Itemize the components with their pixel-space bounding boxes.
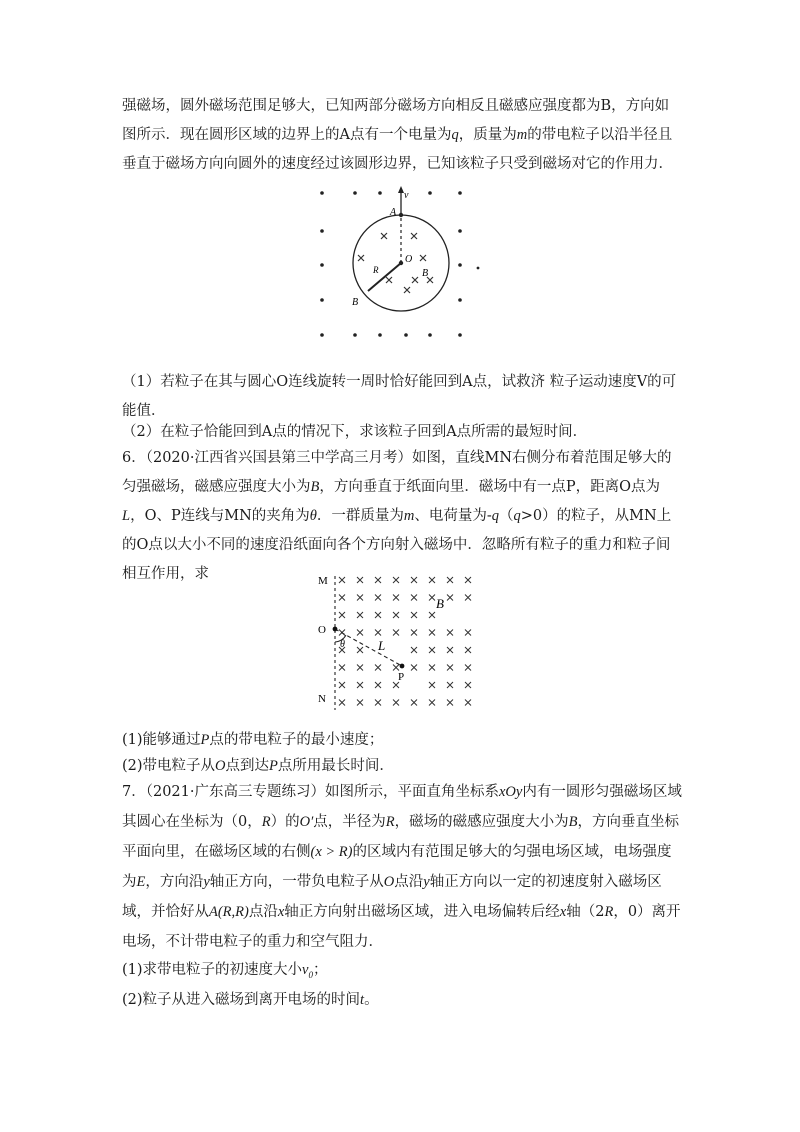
label-r: R [373, 265, 379, 275]
field-cross [357, 700, 363, 706]
field-cross [393, 577, 399, 583]
field-cross [429, 577, 435, 583]
problem7-sub2 [122, 986, 682, 1015]
field-cross [465, 647, 471, 653]
label-o: O [318, 624, 326, 636]
var-r: R [604, 904, 614, 920]
field-cross [411, 577, 417, 583]
text: 点的带电粒子的最小速度； [209, 732, 384, 748]
problem7-stem [122, 777, 682, 957]
text: ．一群质量为 [316, 508, 404, 524]
label-theta: θ [340, 639, 345, 650]
field-cross [339, 612, 345, 618]
field-cross [357, 665, 363, 671]
field-cross [447, 595, 453, 601]
text: 点到达 [225, 758, 270, 774]
var-p: P [269, 758, 278, 774]
label-b: B [436, 596, 444, 611]
field-cross [429, 665, 435, 671]
field-cross [339, 595, 345, 601]
text: （1）若粒子在其与圆心O连线旋转一周时恰好能回到A点，试救济 粒子运动速度V的可能值． [122, 374, 677, 419]
var-y: y [203, 874, 210, 890]
var-o: O [215, 758, 226, 774]
field-cross [429, 700, 435, 706]
label-l: L [378, 638, 386, 653]
problem5-sub2 [122, 418, 682, 447]
point-o [333, 627, 338, 632]
text: 点所用最长时间． [277, 758, 394, 774]
field-cross [375, 595, 381, 601]
point-a [399, 213, 403, 217]
text: 轴（2 [566, 904, 605, 920]
field-cross [375, 682, 381, 688]
field-cross [429, 630, 435, 636]
text: 的带电粒子以沿半径且垂直于磁场方向向圆外的速度经过该圆形边界，已知该粒子只受到磁场对它的作用力． [122, 127, 673, 172]
text: （ [499, 508, 514, 524]
var-q: q [513, 508, 521, 524]
field-cross [411, 665, 417, 671]
field-cross [429, 682, 435, 688]
field-cross [411, 595, 417, 601]
field-cross [393, 612, 399, 618]
field-cross [411, 612, 417, 618]
field-cross [357, 630, 363, 636]
var-t: t [360, 992, 365, 1008]
var-point-a: A(R,R) [209, 904, 249, 920]
text: 轴正方向，一带负电粒子从 [209, 874, 384, 890]
field-cross [375, 577, 381, 583]
field-cross [447, 577, 453, 583]
problem5-intro [122, 92, 682, 179]
field-cross [465, 700, 471, 706]
text: 强磁场，圆外磁场范围足够大，已知两部分磁场方向相反且磁感应强度都为B，方向如图所示．现在圆形区域的边界上的A点有一个电量为 [122, 98, 670, 143]
label-a: A [390, 207, 397, 218]
var-r: R [385, 814, 395, 830]
text: 、电荷量为- [414, 508, 492, 524]
field-cross [429, 595, 435, 601]
text: ，O、P连线与MN的夹角为 [130, 508, 310, 524]
field-cross [375, 630, 381, 636]
field-cross [393, 665, 399, 671]
text: 6．（2020·江西省兴国县第三中学高三月考）如图，直线MN右侧分布着范围足够大的匀强磁场，磁感应强度大小为 [122, 450, 672, 495]
field-cross [357, 682, 363, 688]
label-n: N [318, 693, 326, 705]
field-cross [465, 665, 471, 671]
text: 内有一圆形匀强磁场区域其圆心在坐标为（0， [122, 784, 682, 830]
var-o-prime: O′ [299, 814, 314, 830]
field-cross [339, 682, 345, 688]
field-cross [429, 612, 435, 618]
var-r: R [261, 814, 271, 830]
point-p [400, 664, 405, 669]
var-theta: θ [309, 508, 317, 524]
field-cross [465, 595, 471, 601]
var-condition: (x > R) [310, 844, 353, 860]
var-xoy: xOy [498, 784, 523, 800]
field-cross [357, 577, 363, 583]
field-cross [375, 700, 381, 706]
problem7-sub1 [122, 956, 682, 990]
var-y: y [423, 874, 430, 890]
text: 点沿 [248, 904, 278, 920]
text: 7．（2021·广东高三专题练习）如图所示，平面直角坐标系 [122, 784, 499, 800]
label-v: v [404, 190, 409, 201]
label-b-inner: B [422, 268, 429, 279]
text: ，磁场的磁感应强度大小为 [394, 814, 569, 830]
var-l: L [122, 508, 131, 524]
field-cross [357, 612, 363, 618]
text: >0）的粒子，从MN上的O点以大小不同的速度沿纸面向各个方向射入磁场中．忽略所有粒子的重力和粒子间相互作用，求 [122, 508, 672, 582]
var-o: O [383, 874, 395, 890]
label-m: M [318, 575, 328, 587]
text: ）的 [270, 814, 300, 830]
field-cross [393, 700, 399, 706]
field-cross [447, 630, 453, 636]
label-p: P [398, 671, 405, 683]
field-cross [357, 647, 363, 653]
field-cross [375, 665, 381, 671]
center-point [399, 261, 403, 265]
field-cross [447, 665, 453, 671]
text: (2)粒子从进入磁场到离开电场的时间 [122, 992, 361, 1008]
text: 轴正方向射出磁场区域，进入电场偏转后经 [284, 904, 560, 920]
field-cross [339, 577, 345, 583]
text: ，质量为 [458, 127, 517, 143]
text: 点沿 [394, 874, 424, 890]
var-m: m [516, 127, 528, 143]
text: （2）在粒子恰能回到A点的情况下，求该粒子回到A点所需的最短时间． [122, 424, 588, 440]
text: (2)带电粒子从 [122, 758, 216, 774]
field-cross [393, 595, 399, 601]
field-cross [339, 665, 345, 671]
text: 轴正方向以一定的初速度射入磁场区域，并恰好从 [122, 874, 662, 920]
field-cross [447, 647, 453, 653]
text: (1)求带电粒子的初速度大小 [122, 962, 303, 978]
field-cross [411, 700, 417, 706]
var-x: x [277, 904, 285, 920]
label-b-outer: B [352, 297, 359, 308]
var-e: E [136, 874, 146, 890]
field-cross [411, 647, 417, 653]
var-v: v [302, 962, 309, 978]
text: 的区域内有范围足够大的匀强电场区域，电场强度为 [122, 844, 672, 890]
field-cross [393, 630, 399, 636]
text: (1)能够通过 [122, 732, 201, 748]
text: ，方向垂直坐标平面向里，在磁场区域的右侧 [122, 814, 679, 860]
label-o: O [405, 254, 413, 265]
field-cross [411, 630, 417, 636]
text: ，方向沿 [145, 874, 204, 890]
var-m: m [403, 508, 415, 524]
text: ，0）离开电场，不计带电粒子的重力和空气阻力． [122, 904, 681, 950]
var-p: P [200, 732, 210, 748]
var-q: q [451, 127, 459, 143]
var-x: x [559, 904, 567, 920]
text: 点，半径为 [313, 814, 386, 830]
field-cross [465, 577, 471, 583]
field-cross [465, 682, 471, 688]
field-cross [339, 700, 345, 706]
field-cross [465, 630, 471, 636]
var-b: B [568, 814, 578, 830]
field-cross [447, 700, 453, 706]
text: 。 [364, 992, 379, 1008]
field-cross [357, 595, 363, 601]
var-b: B [310, 479, 320, 495]
problem6-sub1 [122, 726, 682, 755]
text: ，方向垂直于纸面向里．磁场中有一点P，距离O点为 [319, 479, 661, 495]
inner-field-crosses [358, 233, 433, 293]
field-cross [447, 682, 453, 688]
field-cross [429, 647, 435, 653]
var-v-subscript: 0 [308, 969, 313, 980]
figure-mn-field [318, 570, 482, 718]
text: ； [312, 962, 328, 978]
field-cross [375, 612, 381, 618]
problem6-stem [122, 444, 682, 589]
var-q: q [491, 508, 500, 524]
field-crosses [339, 577, 471, 706]
figure-circle-field [310, 183, 480, 355]
